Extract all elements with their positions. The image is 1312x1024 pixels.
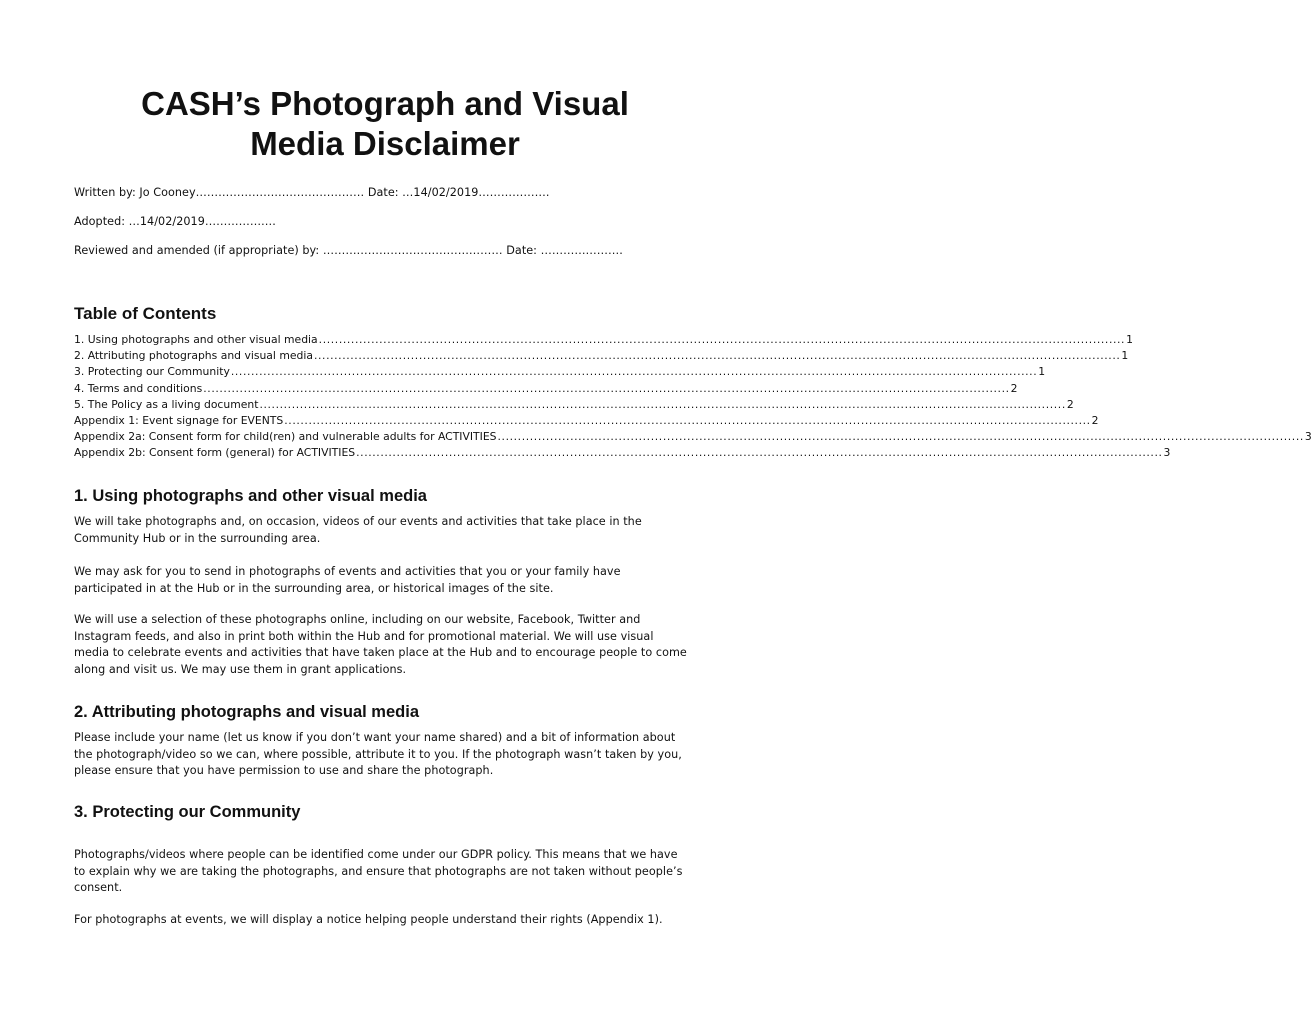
toc-leader-dots: ........................................................................................................................................................................................................ (203, 381, 1010, 395)
text-line: We will use a selection of these photographs online, including on our website, Facebook, Twitter and (74, 613, 641, 626)
section-3-heading: 3. Protecting our Community (74, 803, 301, 821)
text-line: For photographs at events, we will display a notice helping people understand their rights (Appendix 1). (74, 913, 663, 926)
toc-entry[interactable] (74, 397, 1074, 413)
toc-entry-label: 2. Attributing photographs and visual media (74, 349, 313, 363)
toc-leader-dots: ........................................................................................................................................................................................................ (497, 430, 1304, 444)
text-line: Photographs/videos where people can be identified come under our GDPR policy. This means that we have (74, 848, 678, 861)
text-line: to explain why we are taking the photographs, and ensure that photographs are not taken without people’s (74, 864, 683, 878)
toc-entry-label: 3. Protecting our Community (74, 365, 230, 379)
section-2-paragraph-1 (74, 730, 704, 780)
text-line: Please include your name (let us know if you don’t want your name shared) and a bit of information about (74, 731, 676, 744)
written-by-line: Written by: Jo Cooney……………………………………… Date: …14/02/2019………………. (74, 186, 550, 199)
toc-entry[interactable] (74, 413, 1099, 429)
toc-entry-page: 3 (1163, 446, 1171, 460)
toc-heading: Table of Contents (74, 304, 217, 323)
text-line: the photograph/video so we can, where possible, attribute it to you. If the photograph wasn’t taken by you, (74, 747, 682, 761)
text-line: Community Hub or in the surrounding area. (74, 531, 321, 545)
toc-leader-dots: ........................................................................................................................................................................................................ (230, 365, 1038, 379)
document-title (0, 84, 770, 164)
toc-entry[interactable] (74, 332, 1133, 348)
toc-entry-label: Appendix 2b: Consent form (general) for ACTIVITIES (74, 446, 356, 460)
toc-entry-label: 5. The Policy as a living document (74, 397, 259, 411)
section-1-paragraph-3 (74, 612, 704, 679)
toc-entry-label: 4. Terms and conditions (74, 381, 203, 395)
section-1-heading: 1. Using photographs and other visual media (74, 487, 427, 505)
adopted-line: Adopted: …14/02/2019………………. (74, 215, 276, 228)
text-line: participated in at the Hub or in the surrounding area, or historical images of the site. (74, 581, 554, 595)
text-line: Instagram feeds, and also in print both within the Hub and for promotional material. We will use visual (74, 629, 654, 643)
text-line: We will take photographs and, on occasion, videos of our events and activities that take place in the (74, 515, 642, 528)
toc-entry[interactable] (74, 429, 1312, 445)
toc-entry-page: 1 (1121, 349, 1129, 363)
toc-entry-page: 3 (1304, 430, 1312, 444)
text-line: media to celebrate events and activities that have taken place at the Hub and to encourage people to come (74, 646, 687, 660)
text-line: please ensure that you have permission to use and share the photograph. (74, 764, 494, 778)
document-title-line-2: Media Disclaimer (250, 125, 520, 162)
toc-leader-dots: ........................................................................................................................................................................................................ (259, 397, 1066, 411)
toc-entry-label: Appendix 1: Event signage for EVENTS (74, 413, 284, 427)
text-line: We may ask for you to send in photographs of events and activities that you or your family have (74, 565, 621, 578)
toc-entry[interactable] (74, 445, 1171, 461)
section-1-paragraph-2 (74, 564, 704, 597)
toc-leader-dots: ........................................................................................................................................................................................................ (356, 446, 1163, 460)
toc-entry-page: 2 (1066, 397, 1074, 411)
section-3-paragraph-1 (74, 847, 704, 897)
toc-entry[interactable] (74, 381, 1018, 397)
text-line: consent. (74, 881, 123, 895)
toc-entry-page: 1 (1126, 333, 1133, 346)
toc-entry-label: 1. Using photographs and other visual media (74, 333, 318, 346)
toc-entry-page: 2 (1010, 381, 1018, 395)
reviewed-line: Reviewed and amended (if appropriate) by: ………………………………………… Date: …………………. (74, 244, 623, 257)
text-line: along and visit us. We may use them in grant applications. (74, 663, 407, 677)
section-2-heading: 2. Attributing photographs and visual media (74, 703, 419, 721)
document-title-line-1: CASH’s Photograph and Visual (141, 85, 629, 122)
toc-leader-dots: ........................................................................................................................................................................................................ (284, 413, 1091, 427)
toc-entry-page: 2 (1091, 413, 1099, 427)
toc-entry-label: Appendix 2a: Consent form for child(ren) and vulnerable adults for ACTIVITIES (74, 430, 497, 444)
section-1-paragraph-1 (74, 514, 704, 547)
section-3-paragraph-2 (74, 912, 704, 929)
toc-leader-dots: ........................................................................................................................................................................................................ (313, 349, 1121, 363)
toc-leader-dots: ........................................................................................................................................................................................................ (318, 333, 1126, 346)
toc-entry[interactable] (74, 364, 1046, 380)
table-of-contents (74, 332, 1312, 462)
toc-entry[interactable] (74, 348, 1129, 364)
toc-entry-page: 1 (1038, 365, 1046, 379)
